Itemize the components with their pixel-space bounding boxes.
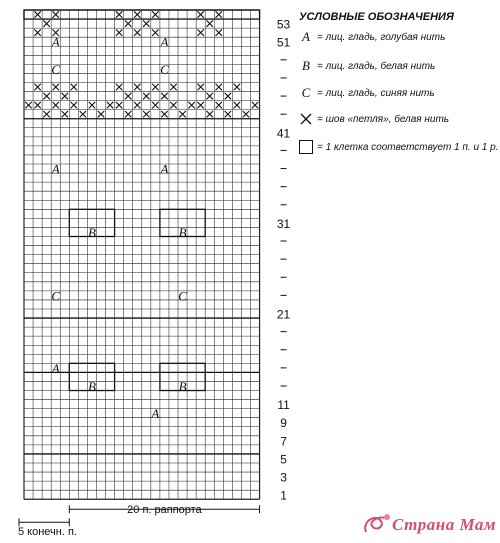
row-number-51: 51 — [276, 35, 291, 50]
grid-cell-icon — [299, 140, 313, 154]
legend-text-cell: = 1 клетка соответствует 1 п. и 1 р. — [317, 141, 499, 153]
cell-symbol-b: B — [87, 378, 96, 394]
row-number-3: 3 — [280, 470, 287, 485]
cell-symbol-c: C — [178, 288, 187, 304]
cross-stitch-icon — [299, 113, 313, 125]
cell-symbol-a: A — [151, 406, 160, 422]
legend-text-b: = лиц. гладь, белая нить — [317, 60, 436, 72]
legend-text-a: = лиц. гладь, голубая нить — [317, 31, 446, 43]
cell-symbol-a: A — [160, 34, 169, 50]
row-number-11: 11 — [277, 398, 290, 413]
cell-symbol-a: A — [51, 161, 60, 177]
legend-symbol-c: C — [301, 85, 311, 100]
flower-logo-icon — [360, 508, 394, 538]
legend-item-a — [299, 28, 445, 46]
legend-title: УСЛОВНЫЕ ОБОЗНАЧЕНИЯ — [299, 11, 454, 23]
legend-item-c — [299, 84, 435, 102]
watermark-text: Страна Мам — [392, 515, 497, 534]
cell-symbol-c: C — [160, 61, 169, 77]
cell-symbol-b: B — [178, 224, 187, 240]
cell-symbol-a: A — [51, 360, 60, 376]
cell-symbol-b: B — [178, 378, 187, 394]
cell-symbol-b: B — [87, 224, 96, 240]
cell-symbol-a: A — [51, 34, 60, 50]
legend-symbol-b: B — [302, 58, 310, 73]
row-number-21: 21 — [276, 307, 291, 322]
legend-text-cross: = шов «петля», белая нить — [317, 113, 450, 125]
cell-symbol-c: C — [51, 288, 61, 304]
row-number-9: 9 — [280, 416, 287, 431]
row-number-5: 5 — [280, 452, 287, 467]
cell-symbol-a: A — [160, 161, 169, 177]
legend-text-c: = лиц. гладь, синяя нить — [317, 87, 435, 99]
legend-item-cross — [299, 110, 449, 128]
rapport-label: 20 п. раппорта — [127, 504, 202, 517]
row-number-31: 31 — [276, 216, 291, 231]
row-number-41: 41 — [276, 126, 291, 141]
edge-label: 5 конечн. п. — [18, 526, 77, 539]
row-number-53: 53 — [276, 17, 291, 32]
row-number-7: 7 — [280, 434, 287, 449]
row-number-1: 1 — [280, 488, 287, 503]
cell-symbol-c: C — [51, 61, 61, 77]
legend-item-b — [299, 57, 435, 75]
legend-item-cell — [299, 138, 498, 156]
legend-symbol-a: A — [302, 29, 310, 44]
